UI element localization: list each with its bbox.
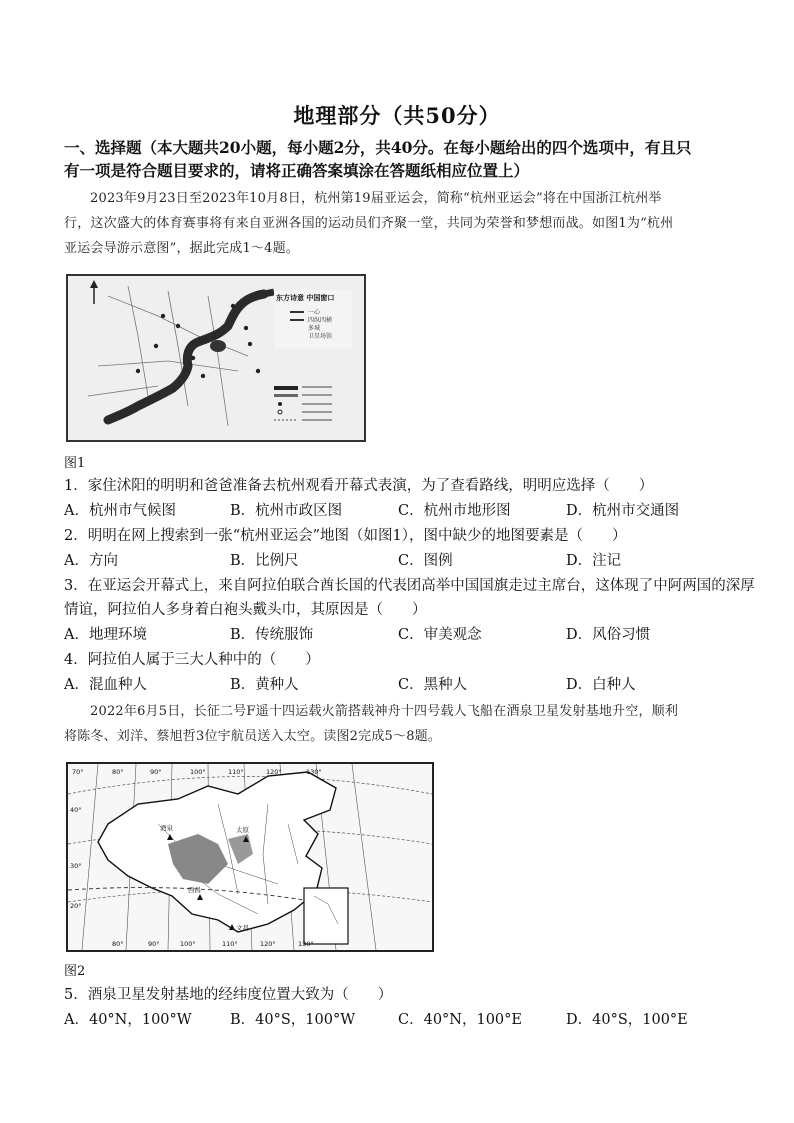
lat-label: 20° bbox=[70, 902, 82, 910]
figure-1-map bbox=[66, 274, 366, 442]
question-1-option-b[interactable]: B．杭州市政区图 bbox=[230, 503, 343, 519]
lon-label: 110° bbox=[228, 768, 244, 776]
lon-label: 110° bbox=[222, 940, 238, 948]
question-4-stem: 4．阿拉伯人属于三大人种中的（ ） bbox=[64, 652, 320, 668]
question-1-stem: 1．家住沭阳的明明和爸爸准备去杭州观看开幕式表演，为了查看路线，明明应选择（ ） bbox=[64, 478, 654, 494]
question-5-option-a[interactable]: A．40°N，100°W bbox=[64, 1012, 192, 1028]
question-3-option-a[interactable]: A．地理环境 bbox=[64, 627, 147, 643]
lon-label: 90° bbox=[150, 768, 162, 776]
question-2-option-c[interactable]: C．图例 bbox=[398, 553, 453, 569]
intro-line: 将陈冬、刘洋、蔡旭哲3位宇航员送入太空。读图2完成5～8题。 bbox=[64, 729, 442, 744]
section-heading-line: 有一项是符合题目要求的，请将正确答案填涂在答题纸相应位置上） bbox=[64, 161, 530, 180]
lon-label: 100° bbox=[180, 940, 196, 948]
question-3-option-c[interactable]: C．审美观念 bbox=[398, 627, 482, 643]
legend-title: 东方诗意 中国窗口 bbox=[276, 294, 335, 302]
intro-line: 亚运会导游示意图”，据此完成1～4题。 bbox=[64, 241, 299, 256]
figure-1-caption: 图1 bbox=[64, 456, 86, 471]
lon-label: 120° bbox=[260, 940, 276, 948]
place-label: 西昌 bbox=[188, 886, 201, 894]
question-1-option-d[interactable]: D．杭州市交通图 bbox=[566, 503, 680, 519]
section-heading-line: 一、选择题（本大题共20小题，每小题2分，共40分。在每小题给出的四个选项中，有且只 bbox=[64, 138, 692, 157]
south-china-sea-inset bbox=[304, 888, 348, 944]
question-2-stem: 2．明明在网上搜索到一张“杭州亚运会”地图（如图1），图中缺少的地图要素是（ ） bbox=[64, 528, 627, 544]
question-4-option-c[interactable]: C．黑种人 bbox=[398, 677, 468, 693]
section-heading bbox=[64, 136, 734, 182]
question-1-option-a[interactable]: A．杭州市气候图 bbox=[64, 503, 176, 519]
place-label: 酒泉 bbox=[160, 824, 173, 832]
question-2-option-d[interactable]: D．注记 bbox=[566, 553, 622, 569]
west-lake-shape bbox=[210, 340, 226, 352]
question-2-option-b[interactable]: B．比例尺 bbox=[230, 553, 299, 569]
question-5-option-c[interactable]: C．40°N，100°E bbox=[398, 1012, 522, 1028]
legend-item: 多城 bbox=[308, 325, 321, 332]
page-title: 地理部分（共50分） bbox=[293, 103, 501, 128]
lon-label: 80° bbox=[112, 768, 124, 776]
lat-label: 30° bbox=[70, 862, 82, 870]
intro-passage-2 bbox=[64, 699, 732, 749]
legend-item: 一心 bbox=[308, 309, 321, 316]
question-4-option-a[interactable]: A．混血种人 bbox=[64, 677, 147, 693]
lon-label: 100° bbox=[190, 768, 206, 776]
legend-item: 四纵四横 bbox=[308, 317, 333, 324]
lon-label: 80° bbox=[112, 940, 124, 948]
question-4-option-b[interactable]: B．黄种人 bbox=[230, 677, 299, 693]
lon-label: 130° bbox=[306, 768, 322, 776]
question-3-option-d[interactable]: D．风俗习惯 bbox=[566, 627, 651, 643]
intro-line: 行，这次盛大的体育赛事将有来自亚洲各国的运动员们齐聚一堂，共同为荣誉和梦想而战。如图1为“杭州 bbox=[64, 216, 674, 231]
question-3-option-b[interactable]: B．传统服饰 bbox=[230, 627, 314, 643]
question-5-stem: 5．酒泉卫星发射基地的经纬度位置大致为（ ） bbox=[64, 987, 393, 1003]
figure-2-map bbox=[66, 762, 434, 952]
figure-1-legend bbox=[274, 290, 352, 348]
question-3-stem-continued: 情谊，阿拉伯人多身着白袍头戴头巾，其原因是（ ） bbox=[64, 602, 427, 618]
lon-label: 70° bbox=[72, 768, 84, 776]
question-4-option-d[interactable]: D．白种人 bbox=[566, 677, 636, 693]
intro-passage-1 bbox=[64, 186, 732, 261]
legend-item: 卫星场馆 bbox=[308, 333, 333, 340]
lon-label: 130° bbox=[298, 940, 314, 948]
question-3-stem: 3．在亚运会开幕式上，来自阿拉伯联合酋长国的代表团高举中国国旗走过主席台，这体现了中阿两国的深厚 bbox=[64, 578, 755, 594]
figure-2-caption: 图2 bbox=[64, 964, 86, 979]
question-5-option-d[interactable]: D．40°S，100°E bbox=[566, 1012, 688, 1028]
intro-line: 2023年9月23日至2023年10月8日，杭州第19届亚运会，简称“杭州亚运会”将在中国浙江杭州举 bbox=[90, 191, 662, 206]
question-2-option-a[interactable]: A．方向 bbox=[64, 553, 118, 569]
intro-line: 2022年6月5日，长征二号F遥十四运载火箭搭载神舟十四号载人飞船在酒泉卫星发射基地升空，顺利 bbox=[90, 704, 679, 719]
place-label: 文昌 bbox=[236, 924, 249, 932]
lat-label: 40° bbox=[70, 806, 82, 814]
place-label: 太原 bbox=[236, 826, 249, 834]
question-1-option-c[interactable]: C．杭州市地形图 bbox=[398, 503, 511, 519]
lon-label: 90° bbox=[148, 940, 160, 948]
question-5-option-b[interactable]: B．40°S，100°W bbox=[230, 1012, 356, 1028]
lon-label: 120° bbox=[266, 768, 282, 776]
